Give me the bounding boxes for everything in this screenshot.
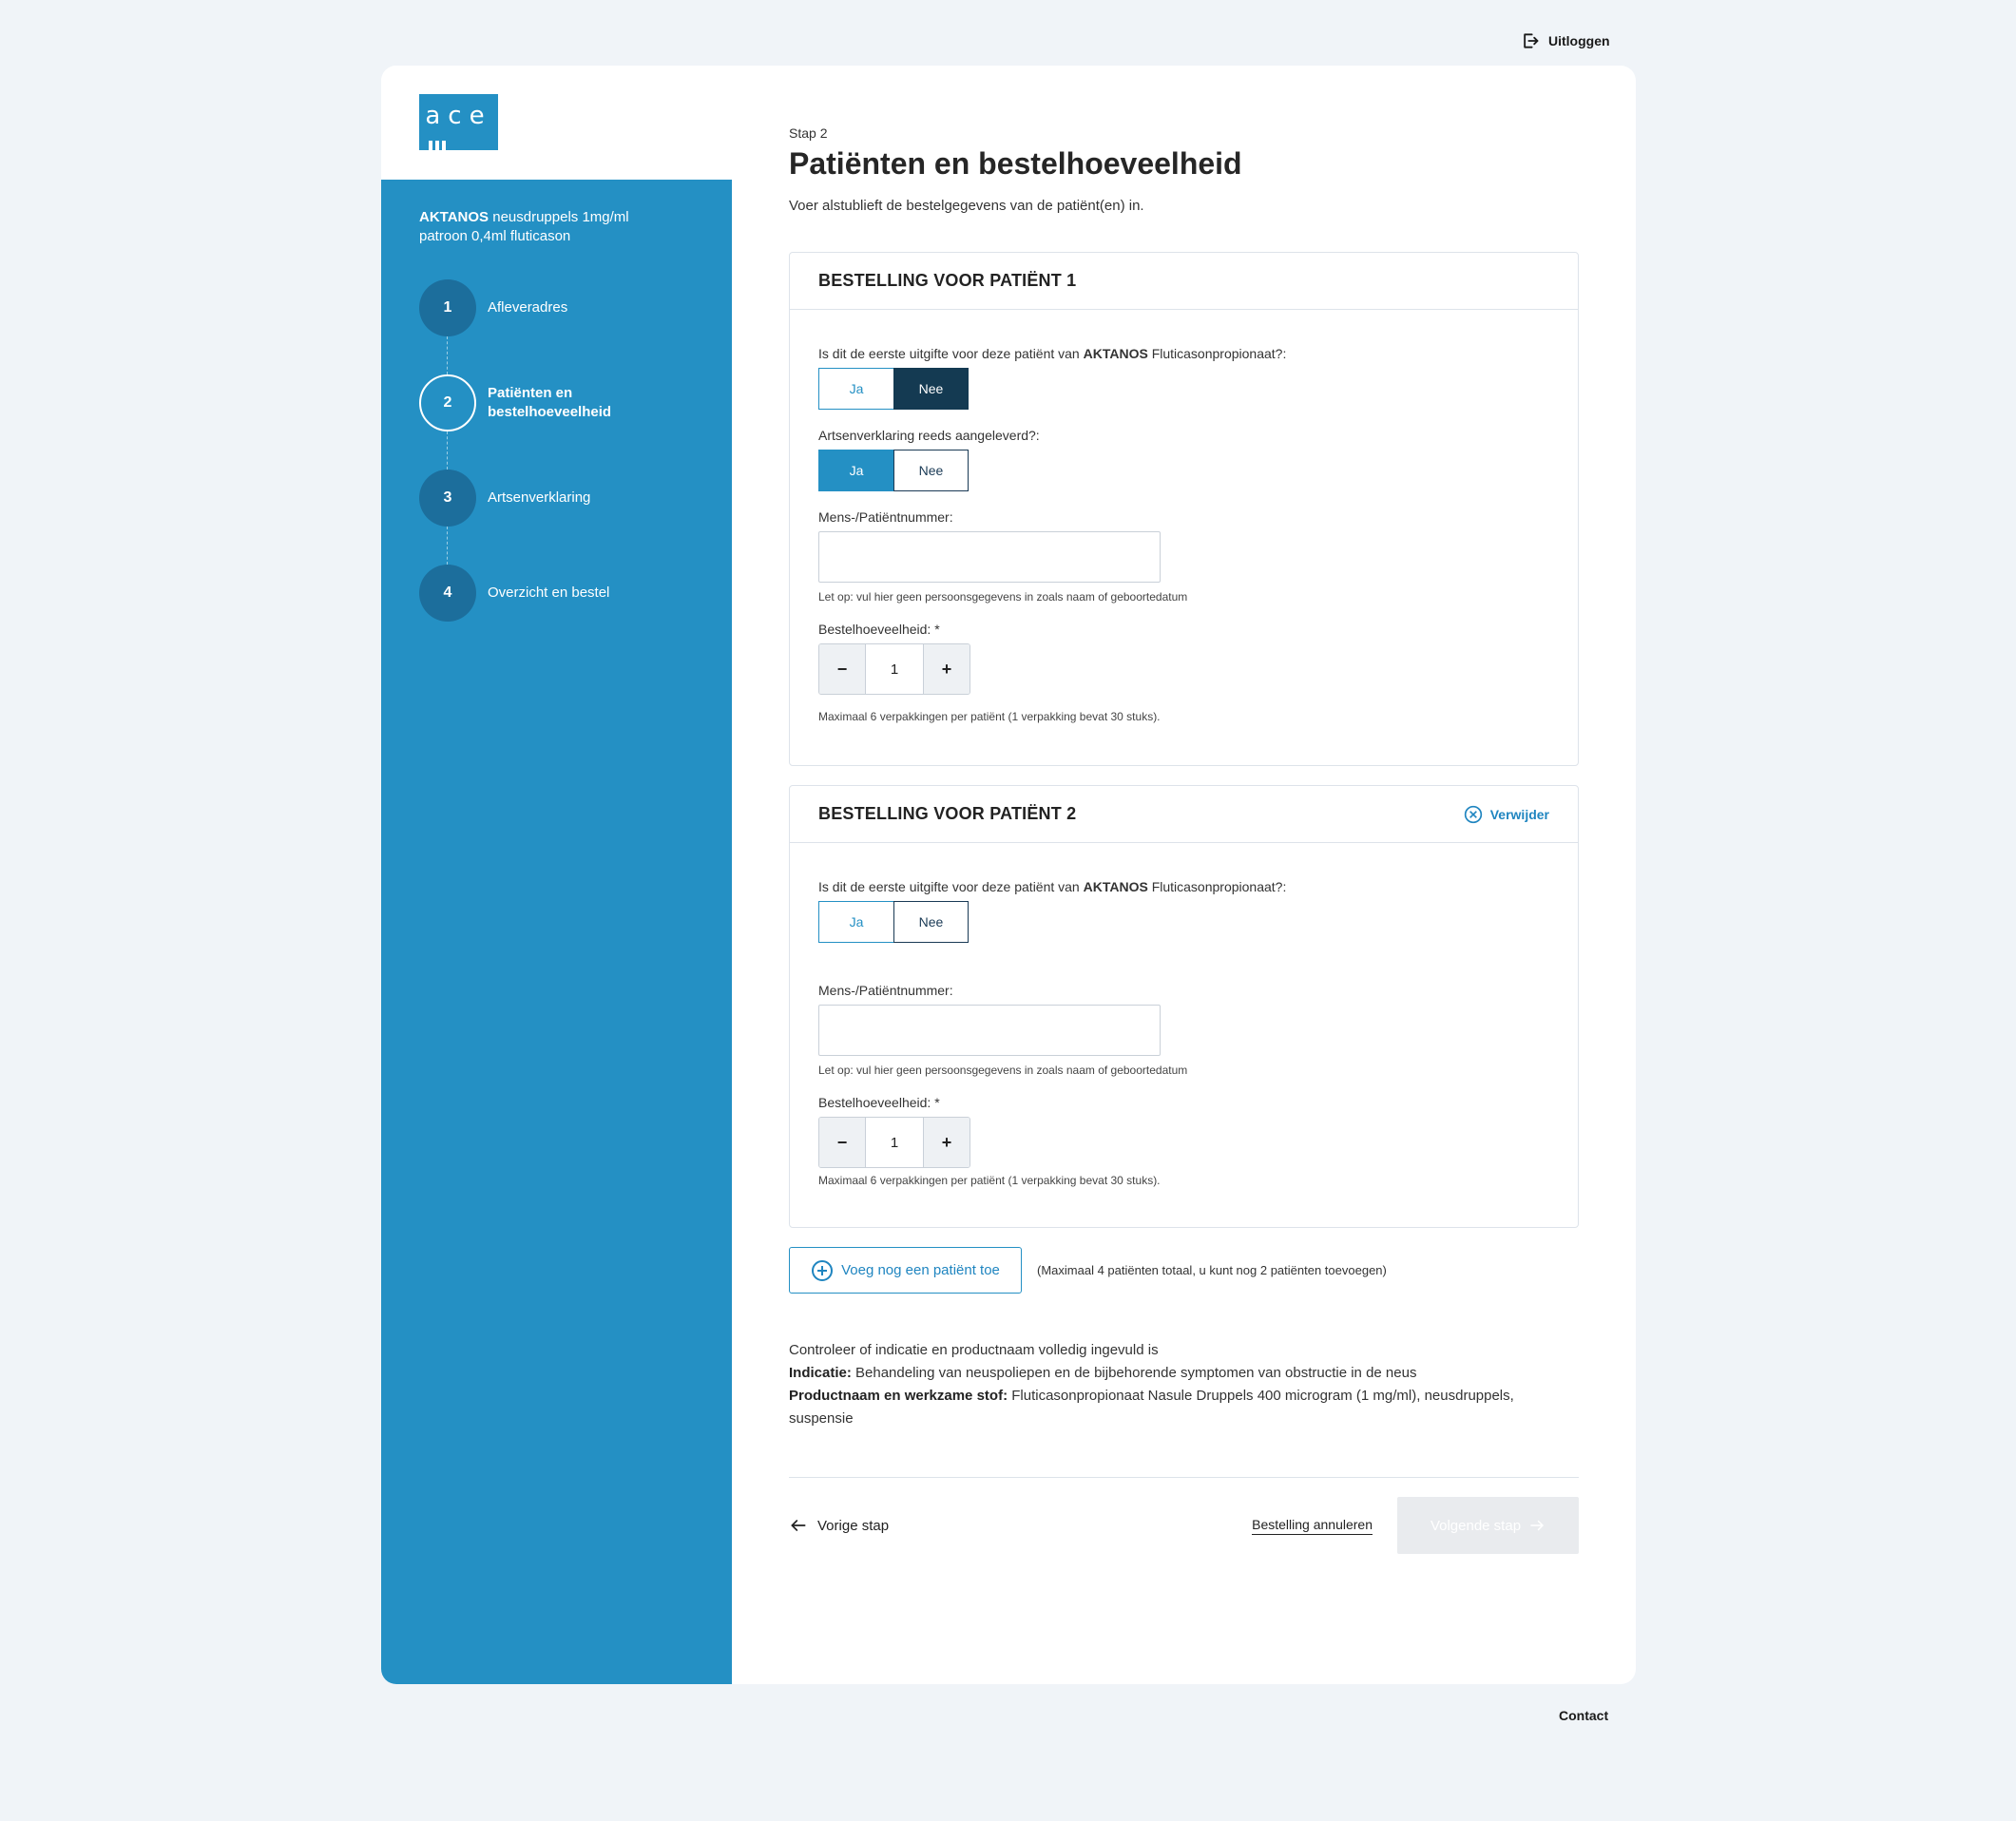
patient-2-title: BESTELLING VOOR PATIËNT 2: [818, 804, 1077, 823]
declaration-toggle: [818, 450, 969, 491]
first-dispense-question: [818, 879, 1549, 943]
first-dispense-yes-button[interactable]: Ja: [818, 368, 893, 410]
logo-area: [381, 66, 732, 180]
quantity-value[interactable]: 1: [865, 644, 924, 694]
cancel-order-link[interactable]: Bestelling annuleren: [1252, 1517, 1373, 1535]
step-3[interactable]: [419, 470, 694, 527]
step-1-label: Afleveradres: [488, 299, 568, 316]
page-title: Patiënten en bestelhoeveelheid: [789, 146, 1242, 181]
previous-step-label: Vorige stap: [817, 1517, 890, 1534]
plus-circle-icon: [811, 1259, 834, 1282]
patient-2-header: [790, 786, 1578, 843]
quantity-value[interactable]: 1: [865, 1118, 924, 1167]
right-actions: [1252, 1497, 1579, 1554]
close-circle-icon: [1464, 805, 1483, 824]
step-connector: [447, 527, 448, 565]
add-patient-note: (Maximaal 4 patiënten totaal, u kunt nog 2 patiënten toevoegen): [1037, 1263, 1387, 1277]
patient-1-header: [790, 253, 1578, 310]
patient-number-hint: Let op: vul hier geen persoonsgegevens in zoals naam of geboortedatum: [818, 1064, 1188, 1077]
first-dispense-question: [818, 346, 1549, 410]
first-dispense-label-prefix: Is dit de eerste uitgifte voor deze patiënt van: [818, 346, 1084, 361]
patient-number-label: Mens-/Patiëntnummer:: [818, 983, 953, 998]
step-3-number: 3: [419, 470, 476, 527]
step-3-label: Artsenverklaring: [488, 489, 591, 506]
logout-link[interactable]: [1521, 31, 1610, 50]
previous-step-button[interactable]: [789, 1516, 889, 1535]
product-name-rest: neusdruppels 1mg/ml: [489, 209, 629, 225]
quantity-stepper: [818, 1117, 970, 1168]
step-list: [419, 279, 694, 622]
first-dispense-yes-button[interactable]: Ja: [818, 901, 893, 943]
patient-number-input[interactable]: [818, 1005, 1161, 1056]
step-connector: [447, 336, 448, 374]
patient-number-input[interactable]: [818, 531, 1161, 583]
step-4[interactable]: [419, 565, 694, 622]
first-dispense-toggle: [818, 368, 969, 410]
logo-text: ace: [425, 102, 492, 130]
first-dispense-no-button[interactable]: Nee: [893, 368, 969, 410]
declaration-no-button[interactable]: Nee: [893, 450, 969, 491]
patient-number-label: Mens-/Patiëntnummer:: [818, 509, 953, 525]
quantity-increase-button[interactable]: +: [924, 1118, 970, 1167]
info-product-label: Productnaam en werkzame stof:: [789, 1388, 1008, 1404]
quantity-label: Bestelhoeveelheid: *: [818, 622, 940, 637]
info-product: [789, 1385, 1579, 1430]
step-2[interactable]: [419, 374, 694, 431]
step-2-number: 2: [419, 374, 476, 431]
first-dispense-label-suffix: Fluticasonpropionaat?:: [1147, 346, 1287, 361]
first-dispense-no-button[interactable]: Nee: [893, 901, 969, 943]
patient-number-field: [818, 983, 1549, 1077]
step-kicker: Stap 2: [789, 125, 828, 141]
logout-icon: [1521, 31, 1540, 50]
footer-divider: [789, 1477, 1579, 1478]
first-dispense-label-bold: AKTANOS: [1083, 346, 1148, 361]
quantity-label: Bestelhoeveelheid: *: [818, 1095, 940, 1110]
patient-2-panel: [789, 785, 1579, 1228]
page-subtitle: Voer alstublieft de bestelgegevens van de patiënt(en) in.: [789, 198, 1144, 214]
info-check-line: Controleer of indicatie en productnaam volledig ingevuld is: [789, 1342, 1159, 1358]
quantity-field: [818, 622, 1549, 723]
next-step-button[interactable]: [1397, 1497, 1579, 1554]
info-indicatie: [789, 1362, 1579, 1385]
first-dispense-toggle: [818, 901, 969, 943]
product-title: [419, 208, 694, 246]
step-4-number: 4: [419, 565, 476, 622]
step-1[interactable]: [419, 279, 694, 336]
remove-patient-button[interactable]: [1464, 805, 1549, 824]
product-name-line2: patroon 0,4ml fluticason: [419, 228, 571, 244]
step-2-label: Patiënten en bestelhoeveelheid: [488, 385, 612, 420]
first-dispense-label-bold: AKTANOS: [1083, 879, 1148, 894]
arrow-right-icon: [1528, 1517, 1546, 1534]
wizard-nav: [789, 1497, 1579, 1554]
first-dispense-label: [818, 879, 1549, 894]
info-product-value: Fluticasonpropionaat Nasule Druppels 400 microgram (1 mg/ml), neusdruppels, suspensie: [789, 1388, 1514, 1427]
logout-label: Uitloggen: [1548, 33, 1610, 48]
quantity-field: [818, 1095, 1549, 1187]
step-connector: [447, 431, 448, 470]
add-patient-row: [789, 1247, 1579, 1294]
quantity-hint: Maximaal 6 verpakkingen per patiënt (1 verpakking bevat 30 stuks).: [818, 710, 1161, 723]
main-content: [732, 66, 1636, 1684]
quantity-decrease-button[interactable]: −: [819, 1118, 865, 1167]
declaration-question: [818, 428, 1549, 491]
quantity-increase-button[interactable]: +: [924, 644, 970, 694]
remove-patient-label: Verwijder: [1489, 806, 1549, 822]
product-info: [789, 1339, 1579, 1430]
step-4-label: Overzicht en bestel: [488, 585, 610, 601]
ace-logo: [419, 94, 498, 150]
patient-1-panel: [789, 252, 1579, 766]
add-patient-button[interactable]: [789, 1247, 1022, 1294]
declaration-label: Artsenverklaring reeds aangeleverd?:: [818, 428, 1040, 443]
patient-number-hint: Let op: vul hier geen persoonsgegevens in zoals naam of geboortedatum: [818, 590, 1188, 604]
patient-1-title: BESTELLING VOOR PATIËNT 1: [818, 271, 1077, 290]
patient-2-body: [790, 843, 1578, 1227]
contact-link[interactable]: Contact: [1559, 1708, 1609, 1723]
patient-number-field: [818, 509, 1549, 604]
next-step-label: Volgende stap: [1430, 1517, 1522, 1534]
wizard-card: [381, 66, 1636, 1684]
first-dispense-label-prefix: Is dit de eerste uitgifte voor deze patiënt van: [818, 879, 1084, 894]
info-indicatie-label: Indicatie:: [789, 1365, 852, 1381]
logo-bars: [429, 141, 448, 150]
declaration-yes-button[interactable]: Ja: [818, 450, 893, 491]
sidebar-body: [381, 180, 732, 1684]
quantity-decrease-button[interactable]: −: [819, 644, 865, 694]
step-1-number: 1: [419, 279, 476, 336]
add-patient-label: Voeg nog een patiënt toe: [841, 1262, 1000, 1278]
info-indicatie-value: Behandeling van neuspoliepen en de bijbehorende symptomen van obstructie in de neus: [851, 1365, 1417, 1381]
product-name-bold: AKTANOS: [419, 209, 490, 225]
quantity-stepper: [818, 643, 970, 695]
arrow-left-icon: [789, 1516, 808, 1535]
sidebar: [381, 66, 732, 1684]
patient-1-body: [790, 310, 1578, 765]
quantity-hint: Maximaal 6 verpakkingen per patiënt (1 verpakking bevat 30 stuks).: [818, 1174, 1161, 1187]
first-dispense-label: [818, 346, 1549, 361]
first-dispense-label-suffix: Fluticasonpropionaat?:: [1147, 879, 1287, 894]
